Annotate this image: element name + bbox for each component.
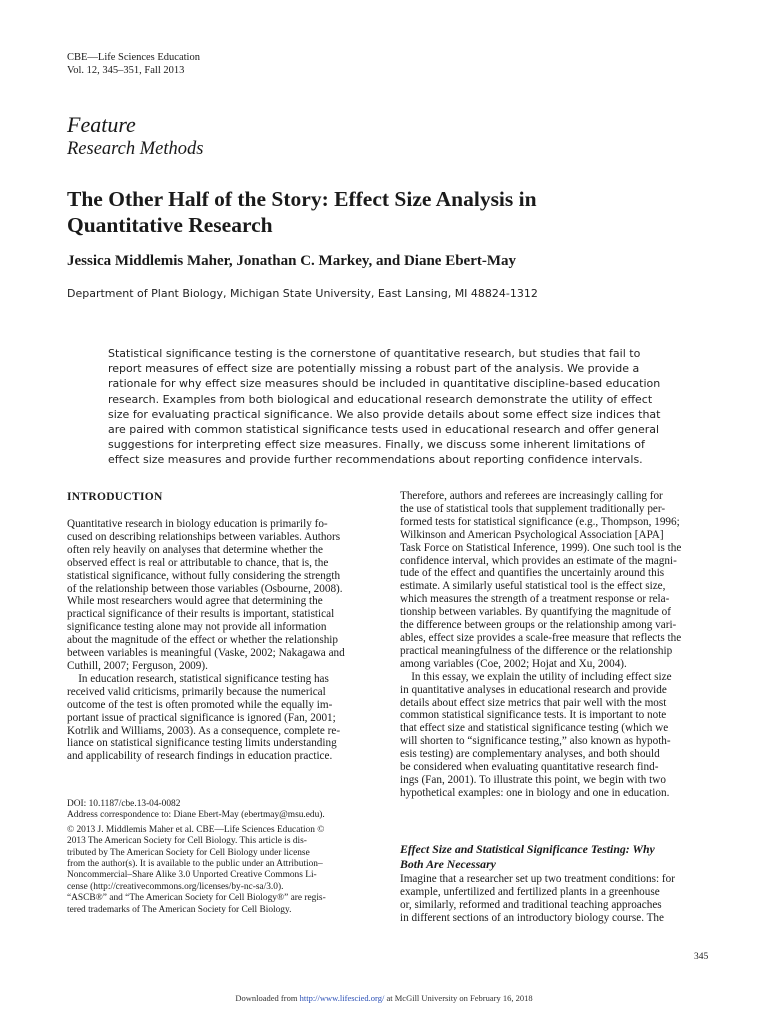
license-line: © 2013 J. Middlemis Maher et al. CBE—Life Sciences Education © (67, 824, 325, 835)
body-line: details about effect size metrics that pair well with the most (400, 696, 667, 709)
abstract-line: rationale for why effect size measures should be included in quantitative discipline-based education (108, 377, 661, 391)
title-line: Quantitative Research (67, 213, 273, 237)
trademark-line: tered trademarks of The American Society for Cell Biology. (67, 904, 292, 915)
body-line: statistical significance, without fully considering the strength (67, 569, 341, 582)
body-line: which measures the strength of a treatment response or rela- (400, 593, 670, 606)
trademark-line: “ASCB®” and “The American Society for Cell Biology®” are regis- (67, 893, 326, 904)
correspondence: Address correspondence to: Diane Ebert-May (ebertmay@msu.edu). (67, 810, 325, 821)
body-line: Wilkinson and American Psychological Association [APA] (400, 528, 664, 541)
subsection-heading (400, 842, 712, 872)
body-line: the use of statistical tools that supplement traditionally per- (400, 502, 666, 515)
footer-prefix: Downloaded from (235, 993, 300, 1003)
title-line: The Other Half of the Story: Effect Size Analysis in (67, 187, 537, 211)
body-line: hypothetical examples: one in biology and one in education. (400, 786, 670, 799)
body-line: formed tests for statistical significance (e.g., Thompson, 1996; (400, 515, 680, 528)
section-label: Feature (67, 112, 136, 137)
body-line: portant issue of practical significance is ignored (Fan, 2001; (67, 711, 336, 724)
abstract-line: Statistical significance testing is the cornerstone of quantitative research, but studies that fail to (108, 347, 641, 360)
subheading-line: Both Are Necessary (400, 857, 496, 872)
body-line: confidence interval, which provides an estimate of the magni- (400, 554, 677, 567)
subheading-line: Effect Size and Statistical Significance Testing: Why (400, 842, 655, 856)
body-line: ables, effect size provides a scale-free measure that reflects the (400, 631, 682, 644)
body-line: Quantitative research in biology education is primarily fo- (67, 518, 328, 530)
article-metadata (67, 799, 379, 916)
body-line: observed effect is real or attributable to chance, that is, the (67, 556, 329, 569)
body-line: estimate. A similarly useful statistical tool is the effect size, (400, 580, 666, 593)
body-line: in quantitative analyses in educational research and provide (400, 683, 667, 696)
abstract-line: suggestions for interpreting effect size measures. Finally, we discuss some inherent limitations of (108, 438, 645, 452)
abstract-line: are paired with common statistical significance tests used in educational research and offer general (108, 423, 660, 437)
volume-info: Vol. 12, 345–351, Fall 2013 (67, 65, 185, 76)
license-line: 2013 The American Society for Cell Biology. This article is dis- (67, 836, 307, 847)
left-column (67, 490, 379, 763)
introduction-heading: INTRODUCTION (67, 491, 163, 503)
body-line: esis testing) are complementary analyses, and both should (400, 748, 660, 761)
body-line: be considered when evaluating quantitative research find- (400, 761, 659, 774)
body-line: received valid criticisms, primarily because the numerical (67, 685, 326, 698)
body-line: significance testing alone may not provide all information (67, 621, 327, 634)
license-line: Noncommercial–Share Alike 3.0 Unported Creative Commons Li- (67, 870, 317, 881)
license-line: cense (http://creativecommons.org/licenses/by-nc-sa/3.0). (67, 881, 284, 892)
body-line: of the relationship between those variables (Osbourne, 2008). (67, 582, 343, 595)
body-line: outcome of the test is often promoted while the equally im- (67, 698, 333, 711)
abstract (108, 346, 673, 468)
body-line: between variables is meaningful (Vaske, 2002; Nakagawa and (67, 647, 345, 660)
body-line: While most researchers would agree that determining the (67, 595, 323, 608)
body-line: Cuthill, 2007; Ferguson, 2009). (67, 659, 208, 672)
subsection-body (400, 873, 712, 925)
body-line: will shorten to “significance testing,” also known as hypoth- (400, 735, 671, 748)
body-line: among variables (Coe, 2002; Hojat and Xu, 2004). (400, 657, 627, 670)
body-line: or, similarly, reformed and traditional teaching approaches (400, 898, 662, 911)
affiliation: Department of Plant Biology, Michigan State University, East Lansing, MI 48824-1312 (67, 287, 538, 300)
body-line: liance on statistical significance testing limits understanding (67, 737, 337, 750)
body-line: that effect size and statistical significance testing (which we (400, 722, 669, 735)
page-number: 345 (694, 952, 709, 962)
download-footer (0, 993, 768, 1003)
license-line: from the author(s). It is available to the public under an Attribution– (67, 859, 323, 870)
abstract-line: size for evaluating practical significance. We also provide details about some effect size indices that (108, 407, 661, 421)
body-line: Imagine that a researcher set up two treatment conditions: for (400, 873, 675, 885)
footer-link[interactable]: http://www.lifescied.org/ (299, 993, 385, 1003)
body-line: tionship between variables. By quantifying the magnitude of (400, 606, 671, 619)
body-line: example, unfertilized and fertilized plants in a greenhouse (400, 885, 660, 898)
doi: DOI: 10.1187/cbe.13-04-0082 (67, 799, 181, 809)
abstract-line: effect size measures and provide further recommendations about reporting confidence intervals. (108, 453, 643, 467)
body-line: common statistical significance tests. It is important to note (400, 709, 667, 722)
authors: Jessica Middlemis Maher, Jonathan C. Markey, and Diane Ebert-May (67, 253, 517, 269)
abstract-line: report measures of effect size are potentially missing a robust part of the analysis. We provide a (108, 362, 640, 376)
body-line: In this essay, we explain the utility of including effect size (400, 670, 672, 683)
body-line: in different sections of an introductory biology course. The (400, 911, 664, 924)
body-line: cused on describing relationships between variables. Authors (67, 530, 341, 543)
body-line: tude of the effect and quantifies the uncertainly around this (400, 567, 665, 580)
body-line: ings (Fan, 2001). To illustrate this point, we begin with two (400, 773, 666, 786)
license-line: tributed by The American Society for Cell Biology under license (67, 847, 310, 858)
body-line: practical significance of their results is important, statistical (67, 608, 335, 621)
body-line: about the magnitude of the effect or whether the relationship (67, 634, 338, 647)
body-line: Task Force on Statistical Inference, 1999). One such tool is the (400, 541, 682, 554)
journal-name: CBE—Life Sciences Education (67, 52, 200, 63)
body-line: practical meaningfulness of the difference or the relationship (400, 644, 673, 657)
article-title (67, 186, 687, 238)
body-line: In education research, statistical significance testing has (67, 672, 329, 685)
right-column (400, 490, 712, 800)
subsection-label: Research Methods (67, 139, 204, 159)
footer-suffix: at McGill University on February 16, 2018 (384, 993, 533, 1003)
body-line: Kotrlik and Williams, 2003). As a consequence, complete re- (67, 724, 341, 737)
body-line: the difference between groups or the relationship among vari- (400, 619, 677, 632)
abstract-line: research. Examples from both biological and educational research demonstrate the utility of effect (108, 392, 653, 406)
body-line: and applicability of research findings in education practice. (67, 750, 333, 763)
body-line: Therefore, authors and referees are increasingly calling for (400, 490, 663, 502)
body-line: often rely heavily on analyses that determine whether the (67, 543, 323, 556)
